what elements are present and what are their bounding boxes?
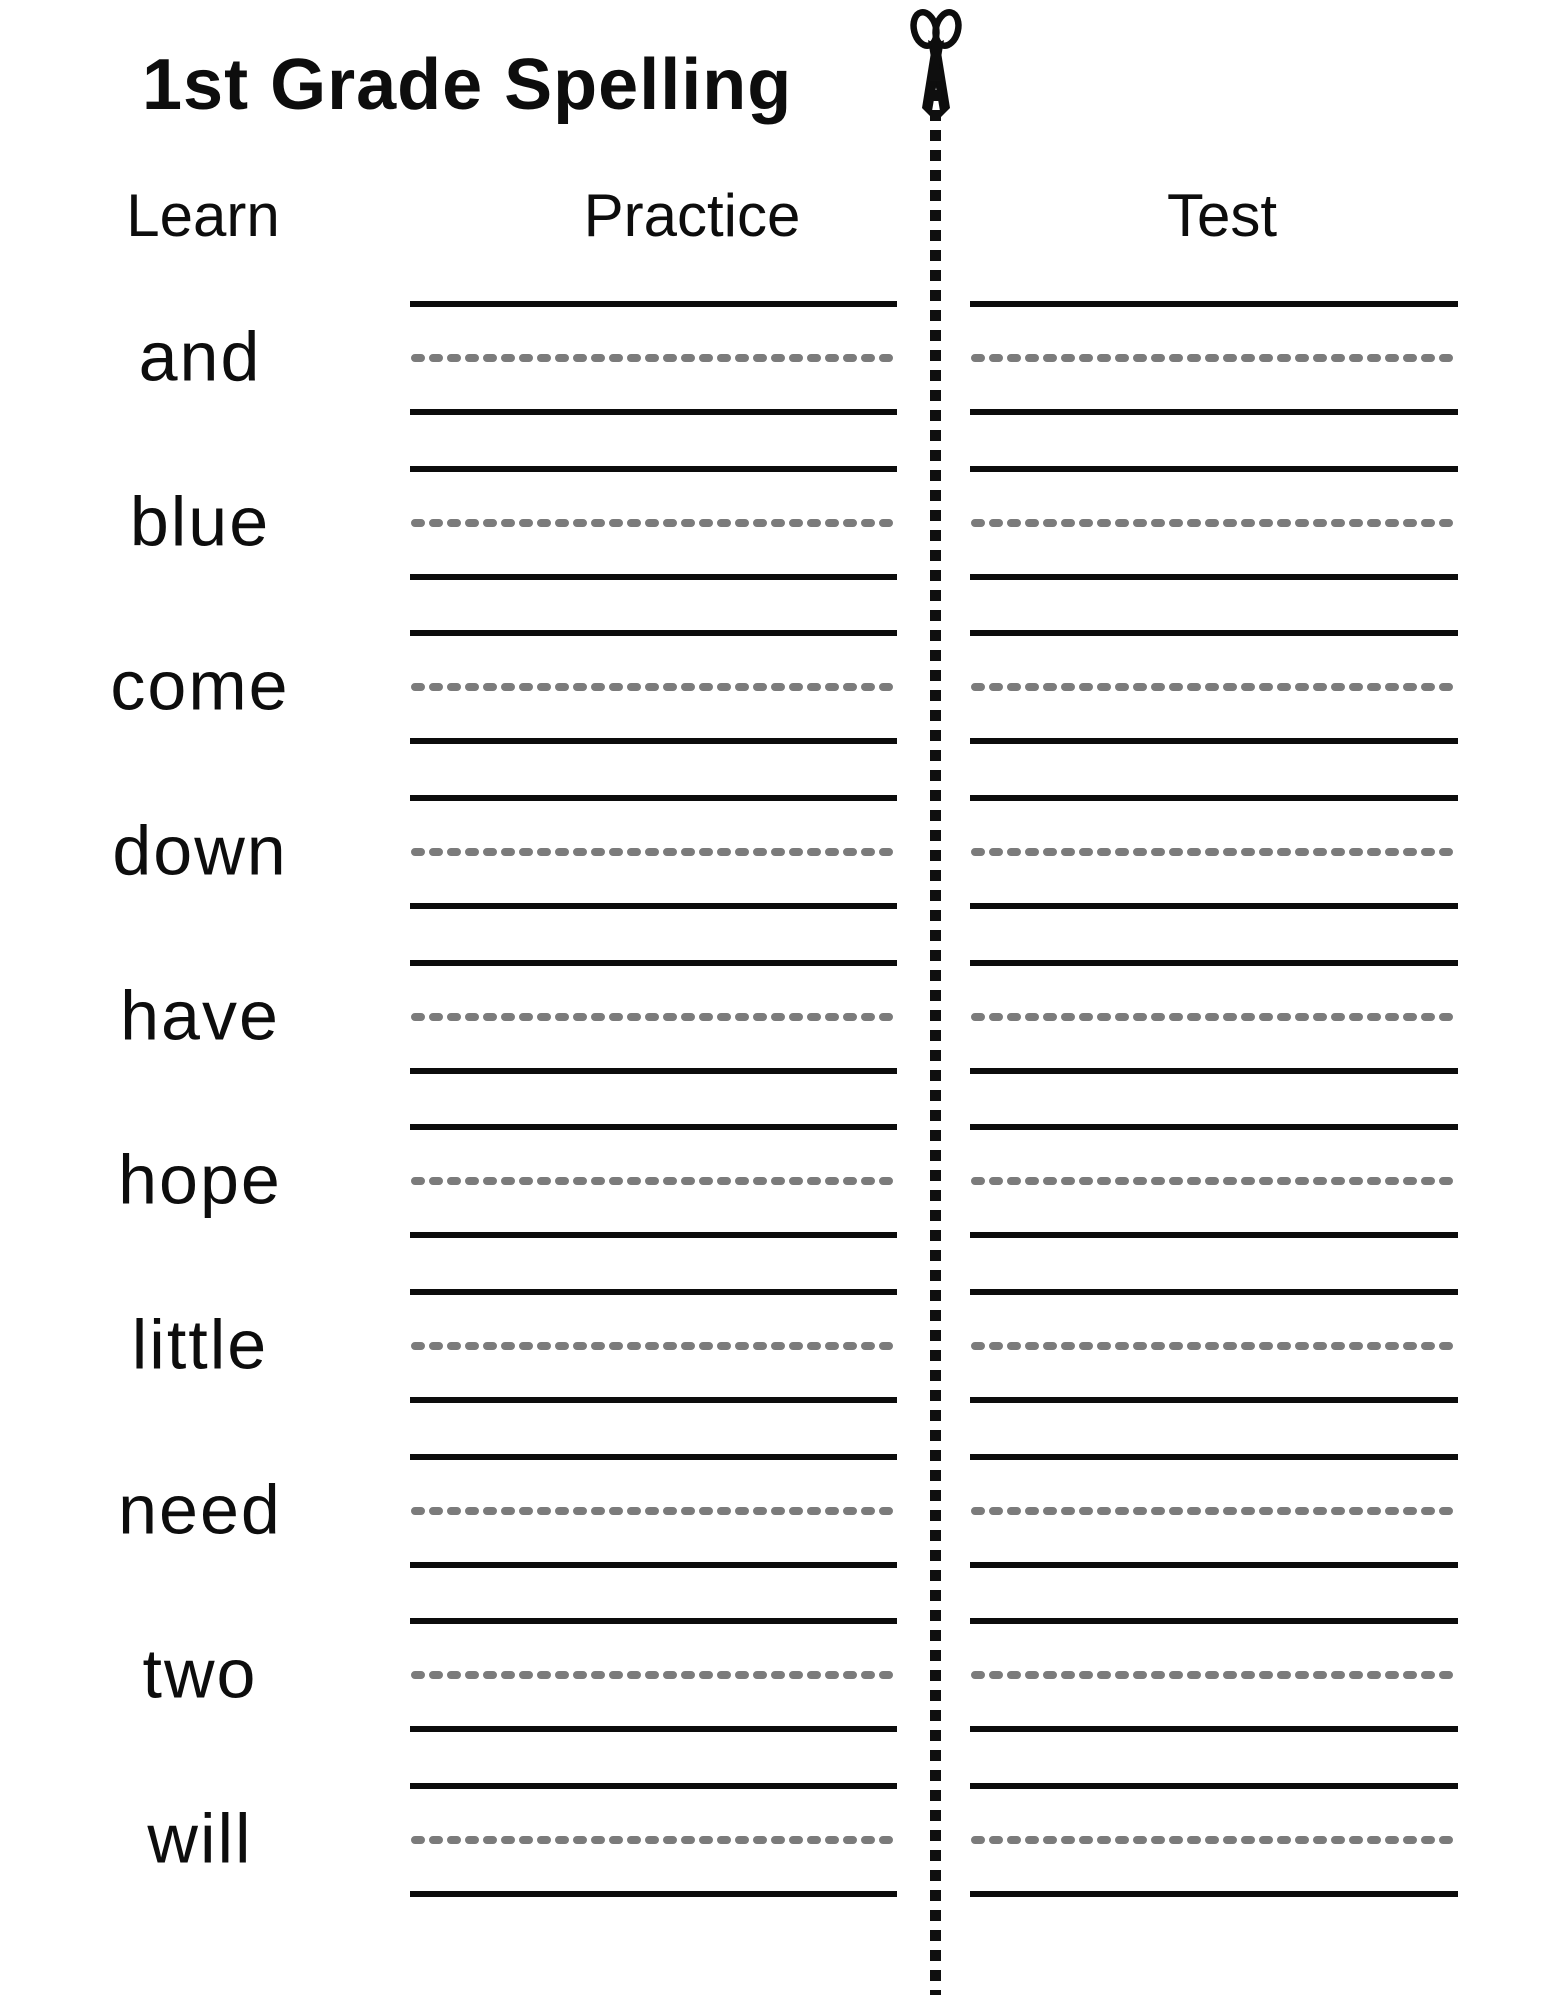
- writing-line-middle-dashed: [410, 1177, 897, 1185]
- writing-line-bottom: [410, 1068, 897, 1074]
- writing-line-top: [970, 301, 1458, 307]
- writing-line-middle-dashed: [970, 683, 1458, 691]
- writing-line-top: [410, 1783, 897, 1789]
- writing-line-top: [410, 795, 897, 801]
- test-writing-lines: [970, 605, 1458, 770]
- word-row: [0, 441, 1545, 606]
- column-header-practice: Practice: [583, 182, 801, 249]
- practice-writing-lines: [410, 770, 897, 935]
- writing-line-middle-dashed: [410, 354, 897, 362]
- word-row: [0, 1593, 1545, 1758]
- practice-writing-lines: [410, 605, 897, 770]
- writing-line-middle-dashed: [970, 1836, 1458, 1844]
- page-title: 1st Grade Spelling: [142, 45, 793, 125]
- word-label: have: [120, 976, 280, 1055]
- practice-writing-lines: [410, 441, 897, 606]
- word-label: hope: [118, 1140, 282, 1219]
- word-row: [0, 1099, 1545, 1264]
- writing-line-bottom: [970, 1397, 1458, 1403]
- writing-line-middle-dashed: [970, 1507, 1458, 1515]
- writing-line-top: [410, 1454, 897, 1460]
- writing-line-top: [970, 1618, 1458, 1624]
- writing-line-bottom: [410, 1397, 897, 1403]
- word-row: [0, 276, 1545, 441]
- test-writing-lines: [970, 1429, 1458, 1594]
- word-row: [0, 1758, 1545, 1923]
- test-writing-lines: [970, 276, 1458, 441]
- writing-line-top: [970, 630, 1458, 636]
- test-writing-lines: [970, 441, 1458, 606]
- writing-line-bottom: [970, 1068, 1458, 1074]
- writing-line-middle-dashed: [970, 1671, 1458, 1679]
- writing-line-middle-dashed: [970, 1342, 1458, 1350]
- word-label: will: [147, 1799, 253, 1878]
- writing-line-bottom: [410, 1232, 897, 1238]
- test-writing-lines: [970, 770, 1458, 935]
- word-label: down: [112, 811, 288, 890]
- writing-line-top: [970, 466, 1458, 472]
- writing-line-middle-dashed: [410, 1671, 897, 1679]
- column-header-learn: Learn: [126, 182, 280, 249]
- writing-line-top: [970, 1124, 1458, 1130]
- writing-line-middle-dashed: [410, 848, 897, 856]
- writing-line-top: [410, 960, 897, 966]
- test-writing-lines: [970, 1758, 1458, 1923]
- word-label: two: [142, 1634, 258, 1713]
- word-row: [0, 1429, 1545, 1594]
- writing-line-top: [970, 1289, 1458, 1295]
- writing-line-top: [410, 301, 897, 307]
- writing-line-middle-dashed: [410, 1342, 897, 1350]
- writing-line-bottom: [970, 1562, 1458, 1568]
- writing-line-middle-dashed: [410, 683, 897, 691]
- column-header-test: Test: [1166, 182, 1278, 249]
- writing-line-bottom: [970, 738, 1458, 744]
- practice-writing-lines: [410, 1429, 897, 1594]
- practice-writing-lines: [410, 276, 897, 441]
- writing-line-bottom: [410, 738, 897, 744]
- writing-line-bottom: [970, 409, 1458, 415]
- word-row: [0, 1264, 1545, 1429]
- word-label: come: [110, 646, 290, 725]
- word-label: need: [118, 1470, 282, 1549]
- writing-line-middle-dashed: [970, 354, 1458, 362]
- writing-line-middle-dashed: [410, 1013, 897, 1021]
- word-row: [0, 770, 1545, 935]
- writing-line-bottom: [970, 1232, 1458, 1238]
- writing-line-middle-dashed: [410, 1507, 897, 1515]
- practice-writing-lines: [410, 1264, 897, 1429]
- writing-line-bottom: [970, 574, 1458, 580]
- writing-line-middle-dashed: [410, 1836, 897, 1844]
- word-label: and: [138, 317, 262, 396]
- writing-line-top: [410, 630, 897, 636]
- practice-writing-lines: [410, 935, 897, 1100]
- writing-line-bottom: [410, 409, 897, 415]
- writing-line-top: [410, 466, 897, 472]
- test-writing-lines: [970, 935, 1458, 1100]
- practice-writing-lines: [410, 1758, 897, 1923]
- writing-line-bottom: [970, 903, 1458, 909]
- writing-line-middle-dashed: [970, 1013, 1458, 1021]
- test-writing-lines: [970, 1099, 1458, 1264]
- writing-line-middle-dashed: [410, 519, 897, 527]
- word-row: [0, 935, 1545, 1100]
- writing-line-bottom: [410, 903, 897, 909]
- writing-line-top: [970, 1783, 1458, 1789]
- writing-line-middle-dashed: [970, 848, 1458, 856]
- writing-line-bottom: [410, 574, 897, 580]
- practice-writing-lines: [410, 1099, 897, 1264]
- writing-line-top: [970, 1454, 1458, 1460]
- test-writing-lines: [970, 1264, 1458, 1429]
- writing-line-bottom: [970, 1891, 1458, 1897]
- word-label: little: [131, 1305, 269, 1384]
- writing-line-bottom: [410, 1562, 897, 1568]
- writing-line-bottom: [410, 1726, 897, 1732]
- word-label: blue: [129, 482, 271, 561]
- writing-line-top: [970, 795, 1458, 801]
- writing-line-middle-dashed: [970, 1177, 1458, 1185]
- test-writing-lines: [970, 1593, 1458, 1758]
- writing-line-bottom: [970, 1726, 1458, 1732]
- writing-line-top: [410, 1124, 897, 1130]
- writing-line-top: [410, 1289, 897, 1295]
- writing-line-top: [410, 1618, 897, 1624]
- writing-line-bottom: [410, 1891, 897, 1897]
- writing-line-top: [970, 960, 1458, 966]
- word-row: [0, 605, 1545, 770]
- writing-line-middle-dashed: [970, 519, 1458, 527]
- practice-writing-lines: [410, 1593, 897, 1758]
